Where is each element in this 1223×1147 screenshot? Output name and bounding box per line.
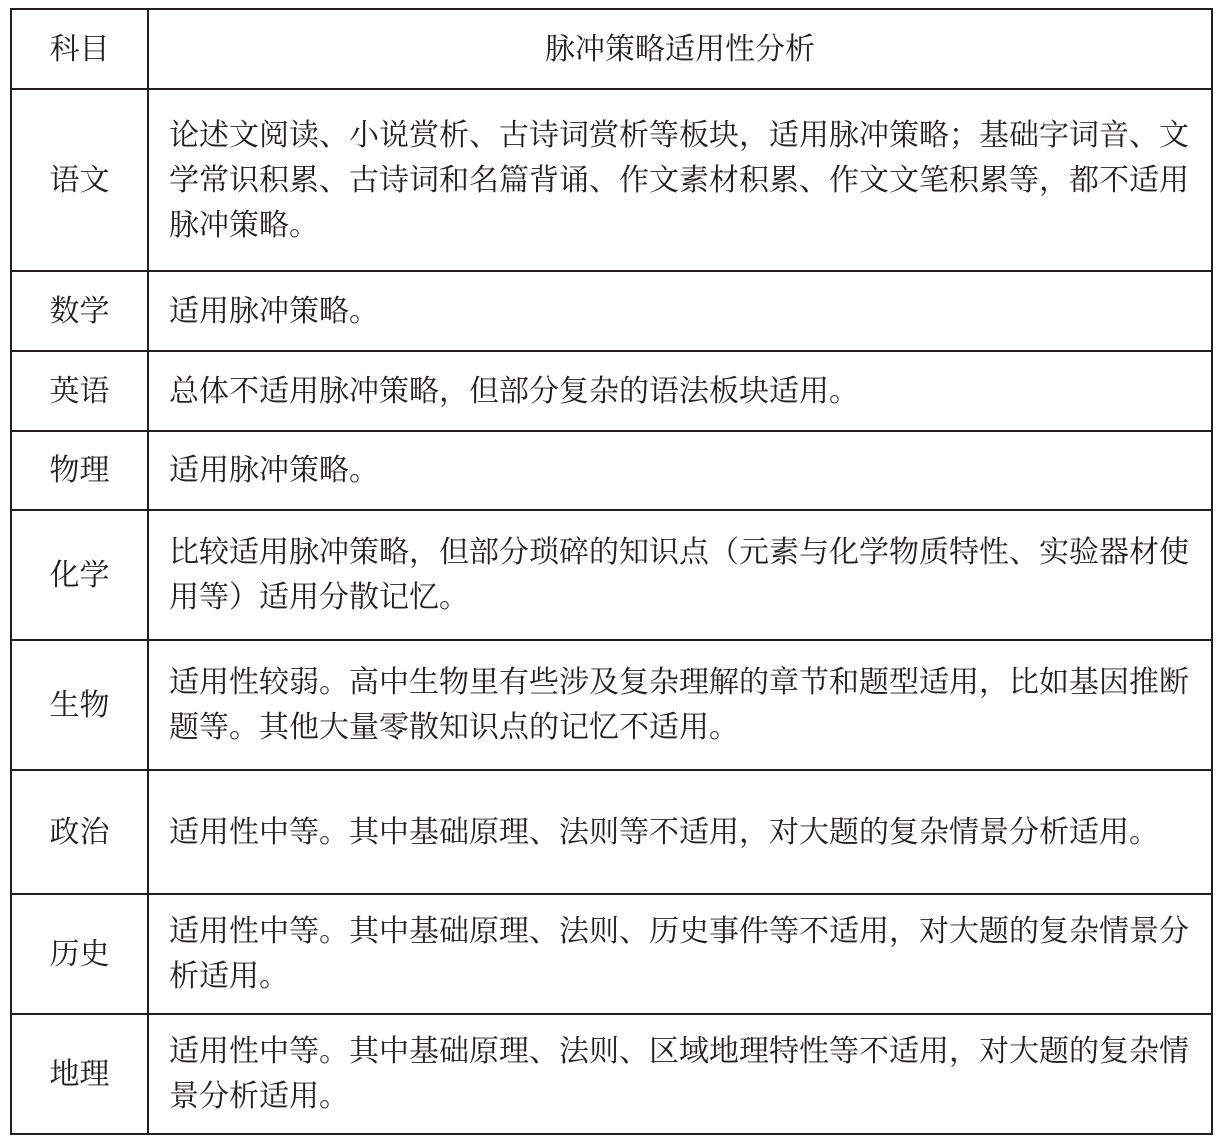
subject-cell: 政治 <box>11 770 148 894</box>
table-row <box>11 271 1212 351</box>
analysis-cell: 适用性中等。其中基础原理、法则等不适用，对大题的复杂情景分析适用。 <box>148 770 1212 894</box>
subject-cell: 化学 <box>11 510 148 640</box>
analysis-cell: 适用性中等。其中基础原理、法则、历史事件等不适用，对大题的复杂情景分析适用。 <box>148 894 1212 1014</box>
analysis-cell: 适用脉冲策略。 <box>148 271 1212 351</box>
header-subject: 科目 <box>11 9 148 89</box>
table-row <box>11 351 1212 431</box>
analysis-cell: 总体不适用脉冲策略，但部分复杂的语法板块适用。 <box>148 351 1212 431</box>
table-row <box>11 640 1212 770</box>
analysis-cell: 论述文阅读、小说赏析、古诗词赏析等板块，适用脉冲策略；基础字词音、文学常识积累、古诗词和名篇背诵、作文素材积累、作文文笔积累等，都不适用脉冲策略。 <box>148 89 1212 271</box>
subject-cell: 生物 <box>11 640 148 770</box>
analysis-cell: 适用脉冲策略。 <box>148 431 1212 510</box>
subject-cell: 数学 <box>11 271 148 351</box>
header-analysis: 脉冲策略适用性分析 <box>148 9 1212 89</box>
subject-cell: 物理 <box>11 431 148 510</box>
analysis-cell: 适用性较弱。高中生物里有些涉及复杂理解的章节和题型适用，比如基因推断题等。其他大量零散知识点的记忆不适用。 <box>148 640 1212 770</box>
table-row <box>11 89 1212 271</box>
analysis-cell: 适用性中等。其中基础原理、法则、区域地理特性等不适用，对大题的复杂情景分析适用。 <box>148 1014 1212 1134</box>
subject-cell: 语文 <box>11 89 148 271</box>
subject-cell: 历史 <box>11 894 148 1014</box>
table-row <box>11 894 1212 1014</box>
subject-cell: 英语 <box>11 351 148 431</box>
table-row <box>11 770 1212 894</box>
subject-cell: 地理 <box>11 1014 148 1134</box>
table-row <box>11 431 1212 510</box>
subject-strategy-table <box>10 8 1213 1135</box>
analysis-cell: 比较适用脉冲策略，但部分琐碎的知识点（元素与化学物质特性、实验器材使用等）适用分散记忆。 <box>148 510 1212 640</box>
table-header-row <box>11 9 1212 89</box>
table-row <box>11 510 1212 640</box>
table-row <box>11 1014 1212 1134</box>
